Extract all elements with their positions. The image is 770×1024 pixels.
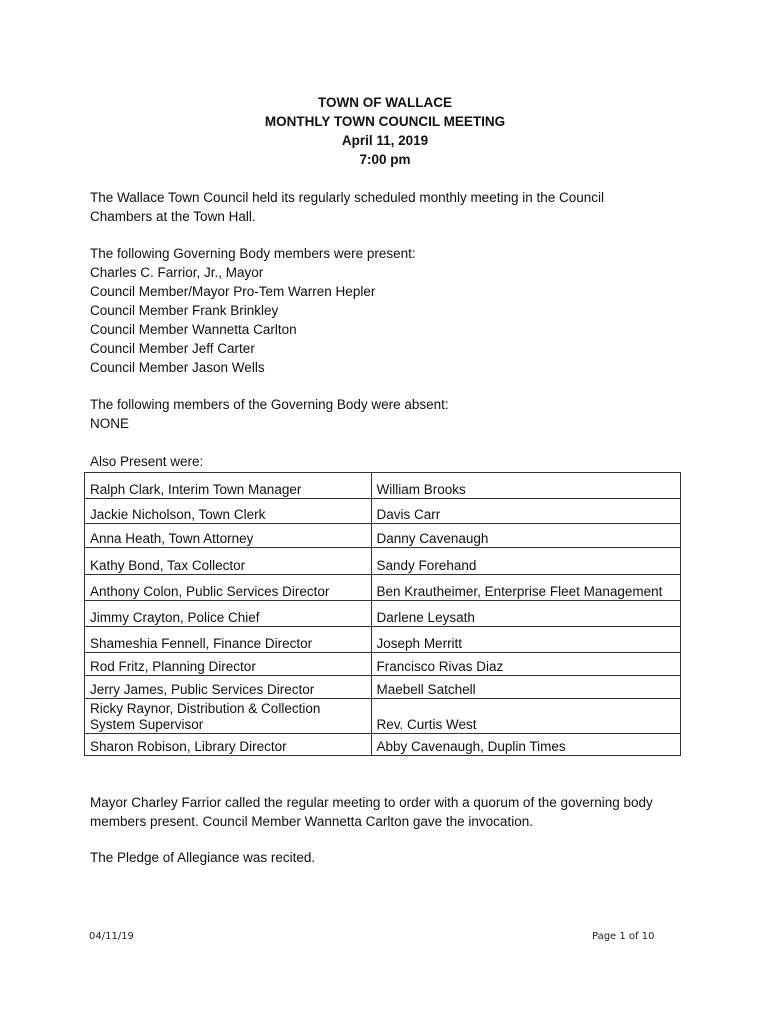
member-item: Council Member Frank Brinkley: [90, 303, 279, 318]
table-cell: Shameshia Fennell, Finance Director: [85, 627, 372, 653]
table-row: [85, 524, 681, 548]
absent-members-section: [90, 395, 690, 433]
cell-line: Ricky Raynor, Distribution & Collection: [90, 701, 321, 716]
table-cell: Davis Carr: [371, 499, 680, 524]
table-row: [85, 734, 681, 756]
table-row: [85, 653, 681, 676]
member-item: Council Member Jeff Carter: [90, 341, 255, 356]
town-name: TOWN OF WALLACE: [318, 95, 452, 110]
footer-date: 04/11/19: [89, 931, 134, 942]
table-row: [85, 548, 681, 575]
paragraph-line: The Pledge of Allegiance was recited.: [90, 850, 316, 865]
table-cell: Maebell Satchell: [371, 676, 680, 699]
table-cell: Ralph Clark, Interim Town Manager: [85, 473, 372, 499]
also-present-table: [84, 472, 681, 756]
table-cell: Ben Krautheimer, Enterprise Fleet Management: [371, 575, 680, 601]
table-row: [85, 499, 681, 524]
paragraph-line: Mayor Charley Farrior called the regular meeting to order with a quorum of the governing body: [90, 795, 653, 810]
table-cell: Abby Cavenaugh, Duplin Times: [371, 734, 680, 756]
table-row: [85, 699, 681, 734]
absent-value: NONE: [90, 416, 130, 431]
table-row: [85, 473, 681, 499]
meeting-title: MONTHLY TOWN COUNCIL MEETING: [264, 114, 506, 129]
table-cell: Anthony Colon, Public Services Director: [85, 575, 372, 601]
member-item: Council Member Wannetta Carlton: [90, 322, 297, 337]
cell-line: System Supervisor: [90, 717, 204, 732]
table-cell: [85, 699, 372, 734]
member-item: Council Member/Mayor Pro-Tem Warren Hepler: [90, 284, 376, 299]
table-cell: Danny Cavenaugh: [371, 524, 680, 548]
table-cell: Kathy Bond, Tax Collector: [85, 548, 372, 575]
table-cell: William Brooks: [371, 473, 680, 499]
meeting-date: April 11, 2019: [341, 133, 429, 148]
intro-paragraph: [90, 188, 690, 226]
table-cell: Rod Fritz, Planning Director: [85, 653, 372, 676]
meeting-time: 7:00 pm: [359, 152, 411, 167]
call-to-order-paragraph: [90, 793, 690, 831]
table-cell: Sharon Robison, Library Director: [85, 734, 372, 756]
intro-line: Chambers at the Town Hall.: [90, 209, 256, 224]
table-row: [85, 575, 681, 601]
table-row: [85, 676, 681, 699]
present-heading: The following Governing Body members were present:: [90, 246, 416, 261]
table-cell: Darlene Leysath: [371, 601, 680, 627]
absent-heading: The following members of the Governing Body were absent:: [90, 397, 449, 412]
table-cell: Anna Heath, Town Attorney: [85, 524, 372, 548]
table-cell: Jerry James, Public Services Director: [85, 676, 372, 699]
paragraph-line: members present. Council Member Wannetta Carlton gave the invocation.: [90, 814, 533, 829]
table-cell: Sandy Forehand: [371, 548, 680, 575]
table-row: [85, 627, 681, 653]
table-cell: Jimmy Crayton, Police Chief: [85, 601, 372, 627]
member-item: Charles C. Farrior, Jr., Mayor: [90, 265, 264, 280]
table-cell: Rev. Curtis West: [371, 699, 680, 734]
member-item: Council Member Jason Wells: [90, 360, 265, 375]
also-present-heading-text: Also Present were:: [90, 454, 204, 469]
also-present-heading: [90, 452, 690, 471]
pledge-paragraph: [90, 848, 690, 867]
table-cell: Francisco Rivas Diaz: [371, 653, 680, 676]
intro-line: The Wallace Town Council held its regularly scheduled monthly meeting in the Council: [90, 190, 605, 205]
present-members-section: [90, 244, 690, 377]
table-cell: Joseph Merritt: [371, 627, 680, 653]
table-row: [85, 601, 681, 627]
footer-page-number: Page 1 of 10: [592, 931, 655, 942]
table-cell: Jackie Nicholson, Town Clerk: [85, 499, 372, 524]
meeting-header: [0, 93, 770, 169]
